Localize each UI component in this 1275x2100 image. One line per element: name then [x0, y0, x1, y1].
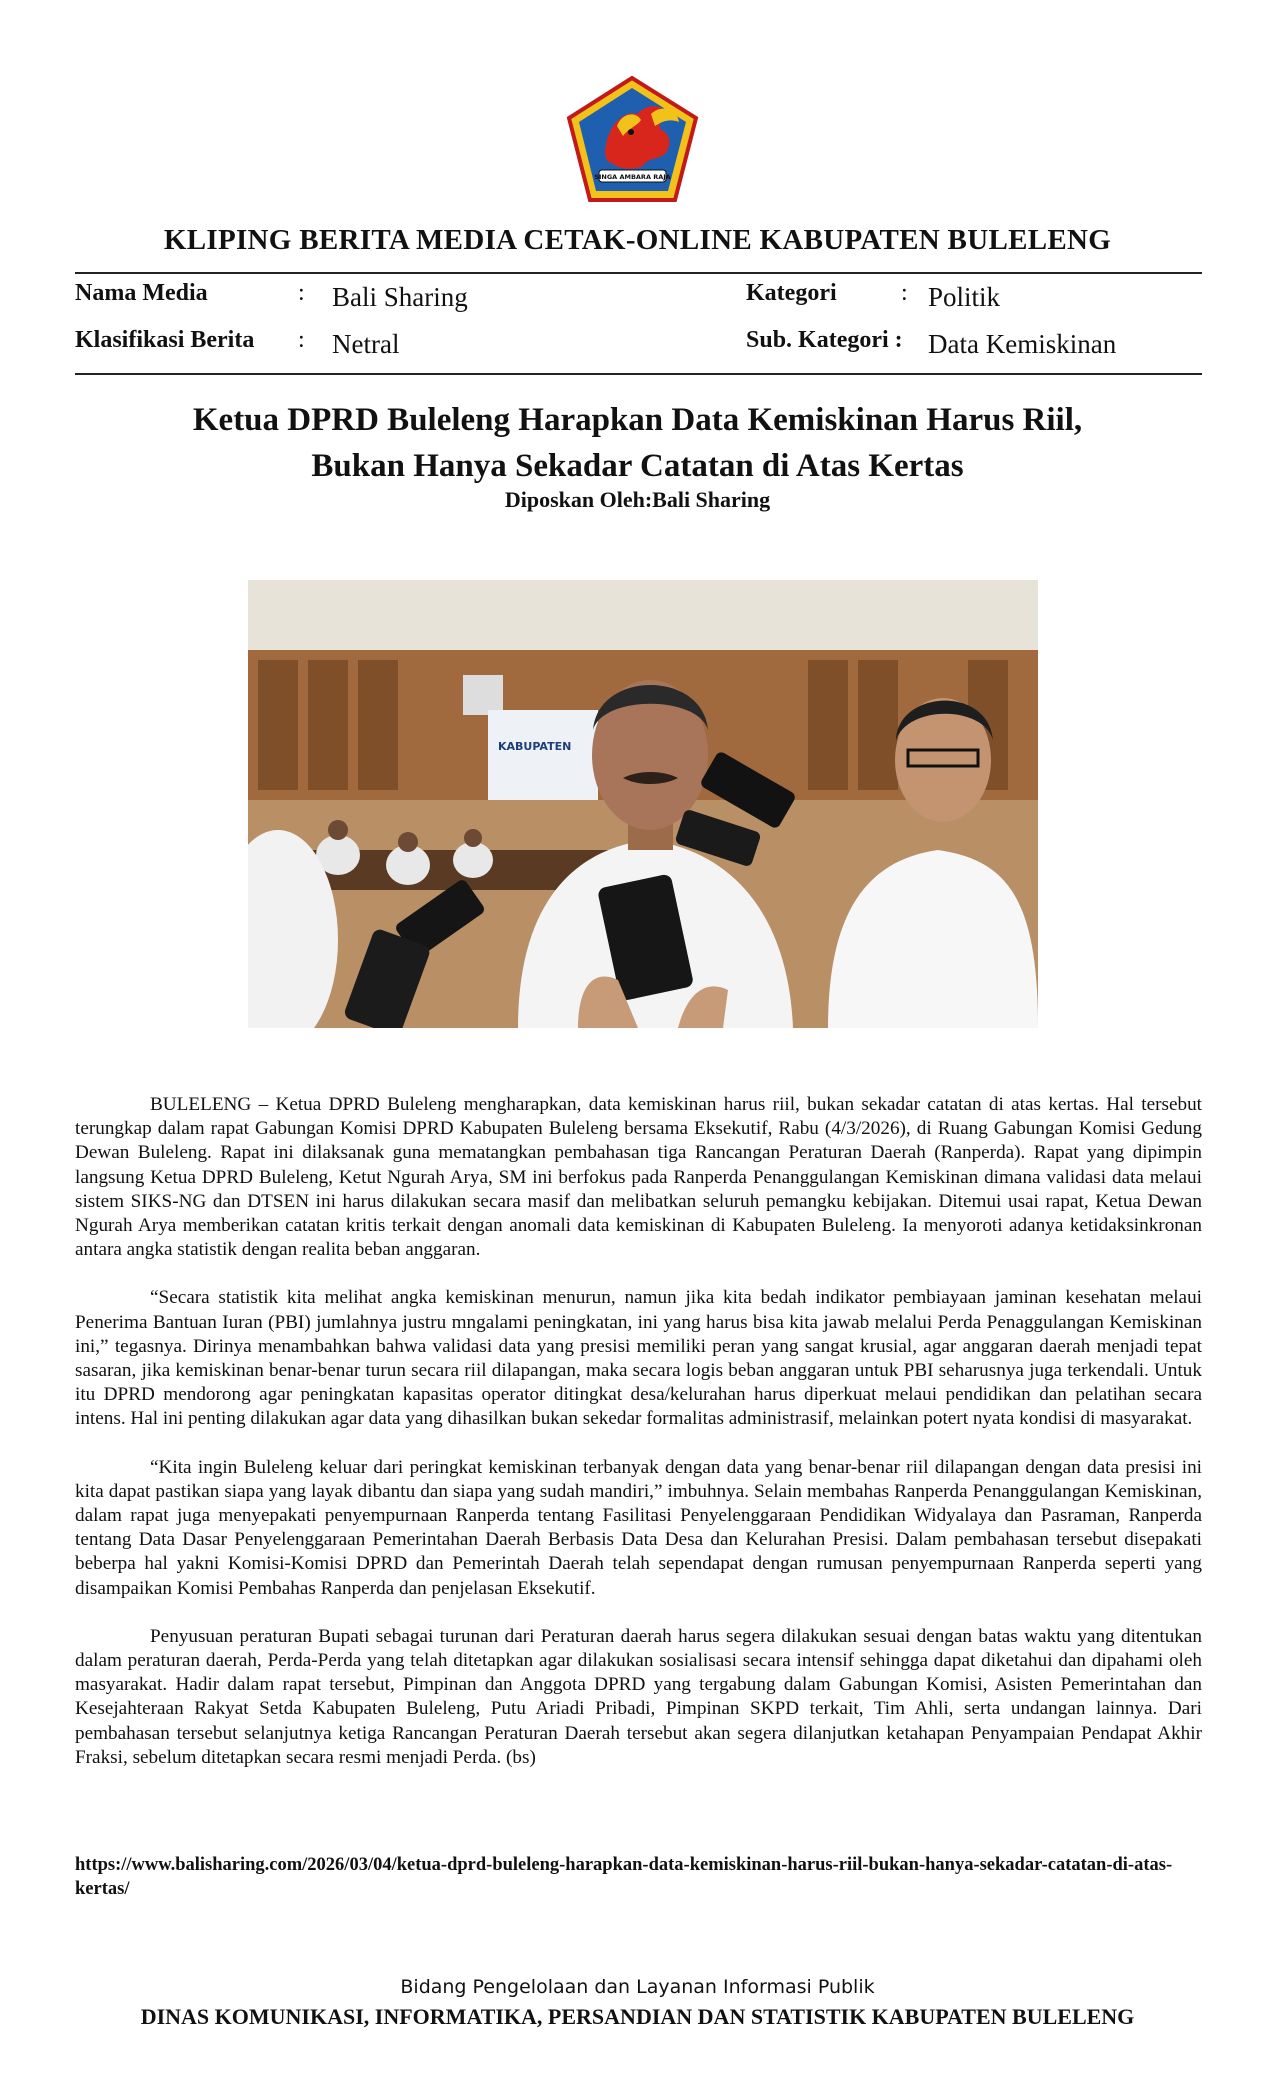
- media-label: Nama Media: [75, 280, 208, 306]
- category-colon: :: [901, 280, 908, 306]
- photo-banner-text: KABUPATEN: [498, 740, 572, 753]
- article-photo: [248, 580, 1038, 1028]
- article-paragraph-3: “Kita ingin Buleleng keluar dari peringkat kemiskinan terbanyak dengan data yang benar-benar riil dilapangan dengan data presisi ini kita dapat pastikan siapa yang layak dibantu dan siapa yang sudah mandiri,” imbuhnya. Selain membahas Ranperda Penanggulangan Kemiskinan, dalam rapat juga menyepakati penyempurnaan Ranperda tentang Fasilitasi Penyelenggaraan Pendidikan Widyalaya dan Pasraman, Ranperda tentang Data Dasar Penyelenggaraan Pemerintahan Daerah Berbasis Data Desa dan Kelurahan Presisi. Dalam pembahasan tersebut disepakati beberpa hal yakni Komisi-Komisi DPRD dan Pemerintah Daerah telah sependapat dengan rumusan penyempurnaan Ranperda seperti yang disampaikan Komisi Pembahas Ranperda dan penjelasan Eksekutif.: [75, 1456, 1202, 1599]
- article-byline: Diposkan Oleh:Bali Sharing: [504, 487, 771, 512]
- header-top-rule: [75, 272, 1202, 274]
- footer-department-line: Bidang Pengelolaan dan Layanan Informasi Publik: [400, 1976, 875, 1998]
- logo-text: SINGA AMBARA RAJA: [594, 173, 671, 181]
- category-label: Kategori: [746, 280, 837, 306]
- category-value: Politik: [928, 282, 1001, 312]
- singa-ambara-raja-logo-icon: [565, 74, 700, 204]
- article-title-line-1: Ketua DPRD Buleleng Harapkan Data Kemiskinan Harus Riil,: [192, 402, 1083, 438]
- meta-row-1: [75, 280, 1202, 320]
- article-title-line-2: Bukan Hanya Sekadar Catatan di Atas Kertas: [311, 448, 964, 484]
- media-value: Bali Sharing: [332, 282, 468, 312]
- article-title: [80, 397, 1195, 489]
- media-colon: :: [298, 280, 305, 306]
- subcategory-label: Sub. Kategori :: [746, 327, 903, 353]
- article-body: [75, 1093, 1202, 1794]
- article-paragraph-4: Penyusuan peraturan Bupati sebagai turunan dari Peraturan daerah harus segera dilakukan sesuai dengan batas waktu yang ditentukan dalam peraturan daerah, Perda-Perda yang telah ditetapkan agar dilakukan sosialisasi secara intensif sehingga dapat diketahui dan dipahami oleh masyarakat. Hadir dalam rapat tersebut, Pimpinan dan Anggota DPRD yang tergabung dalam Gabungan Komisi, Asisten Pemerintahan dan Kesejahteraan Rakyat Setda Kabupaten Buleleng, Putu Ariadi Pribadi, Pimpinan SKPD terkait, Tim Ahli, serta undangan lainnya. Dari pembahasan tersebut selanjutnya ketiga Rancangan Peraturan Daerah tersebut akan segera dilanjutkan ketahapan Penyampaian Pendapat Akhir Fraksi, sebelum ditetapkan secara resmi menjadi Perda. (bs): [75, 1625, 1202, 1768]
- footer-agency-line: DINAS KOMUNIKASI, INFORMATIKA, PERSANDIAN DAN STATISTIK KABUPATEN BULELENG: [140, 2004, 1135, 2029]
- meta-row-2: [75, 327, 1202, 367]
- classification-colon: :: [298, 327, 305, 353]
- source-url-link[interactable]: https://www.balisharing.com/2026/03/04/ketua-dprd-buleleng-harapkan-data-kemiskinan-harus-riil-bukan-hanya-sekadar-catatan-di-atas-kertas/: [75, 1855, 1173, 1899]
- classification-value: Netral: [332, 329, 400, 359]
- clipping-header-title: KLIPING BERITA MEDIA CETAK-ONLINE KABUPATEN BULELENG: [163, 224, 1112, 256]
- article-paragraph-2: “Secara statistik kita melihat angka kemiskinan menurun, namun jika kita bedah indikator pembiayaan jaminan kesehatan melaui Penerima Bantuan Iuran (PBI) jumlahnya justru mngalami peningkatan, ini yang harus bisa kita jawab melalui Perda Penaggulangan Kemiskinan ini,” tegasnya. Dirinya menambahkan bahwa validasi data yang presisi memiliki peran yang sangat krusial, agar anggaran daerah menjadi tepat sasaran, jika kemiskinan benar-benar turun secara riil dilapangan, maka secara logis beban anggaran untuk PBI seharusnya juga terkendali. Untuk itu DPRD mendorong agar peningkatan kapasitas operator ditingkat desa/kelurahan harus diperkuat melaui pendidikan dan pelatihan secara intens. Hal ini penting dilakukan agar data yang dihasilkan bukan sekedar formalitas administrasif, melainkan potert nyata kondisi di masyarakat.: [75, 1287, 1202, 1430]
- header-bottom-rule: [75, 373, 1202, 375]
- article-paragraph-1: BULELENG – Ketua DPRD Buleleng mengharapkan, data kemiskinan harus riil, bukan sekadar catatan di atas kertas. Hal tersebut terungkap dalam rapat Gabungan Komisi DPRD Kabupaten Buleleng bersama Eksekutif, Rabu (4/3/2026), di Ruang Gabungan Komisi Gedung Dewan Buleleng. Rapat ini dilaksanak guna mematangkan pembahasan tiga Rancangan Peraturan Daerah (Ranperda). Rapat yang dipimpin langsung Ketua DPRD Buleleng, Ketut Ngurah Arya, SM ini berfokus pada Ranperda Penanggulangan Kemiskinan dimana validasi data melaui sistem SIKS-NG dan DTSEN ini harus dilakukan secara masif dan melibatkan seluruh pemangku kebijakan. Ditemui usai rapat, Ketua Dewan Ngurah Arya memberikan catatan kritis terkait dengan anomali data kemiskinan di Kabupaten Buleleng. Ia menyoroti adanya ketidaksinkronan antara angka statistik dengan realita beban anggaran.: [75, 1094, 1202, 1261]
- subcategory-value: Data Kemiskinan: [928, 329, 1117, 359]
- classification-label: Klasifikasi Berita: [75, 327, 255, 353]
